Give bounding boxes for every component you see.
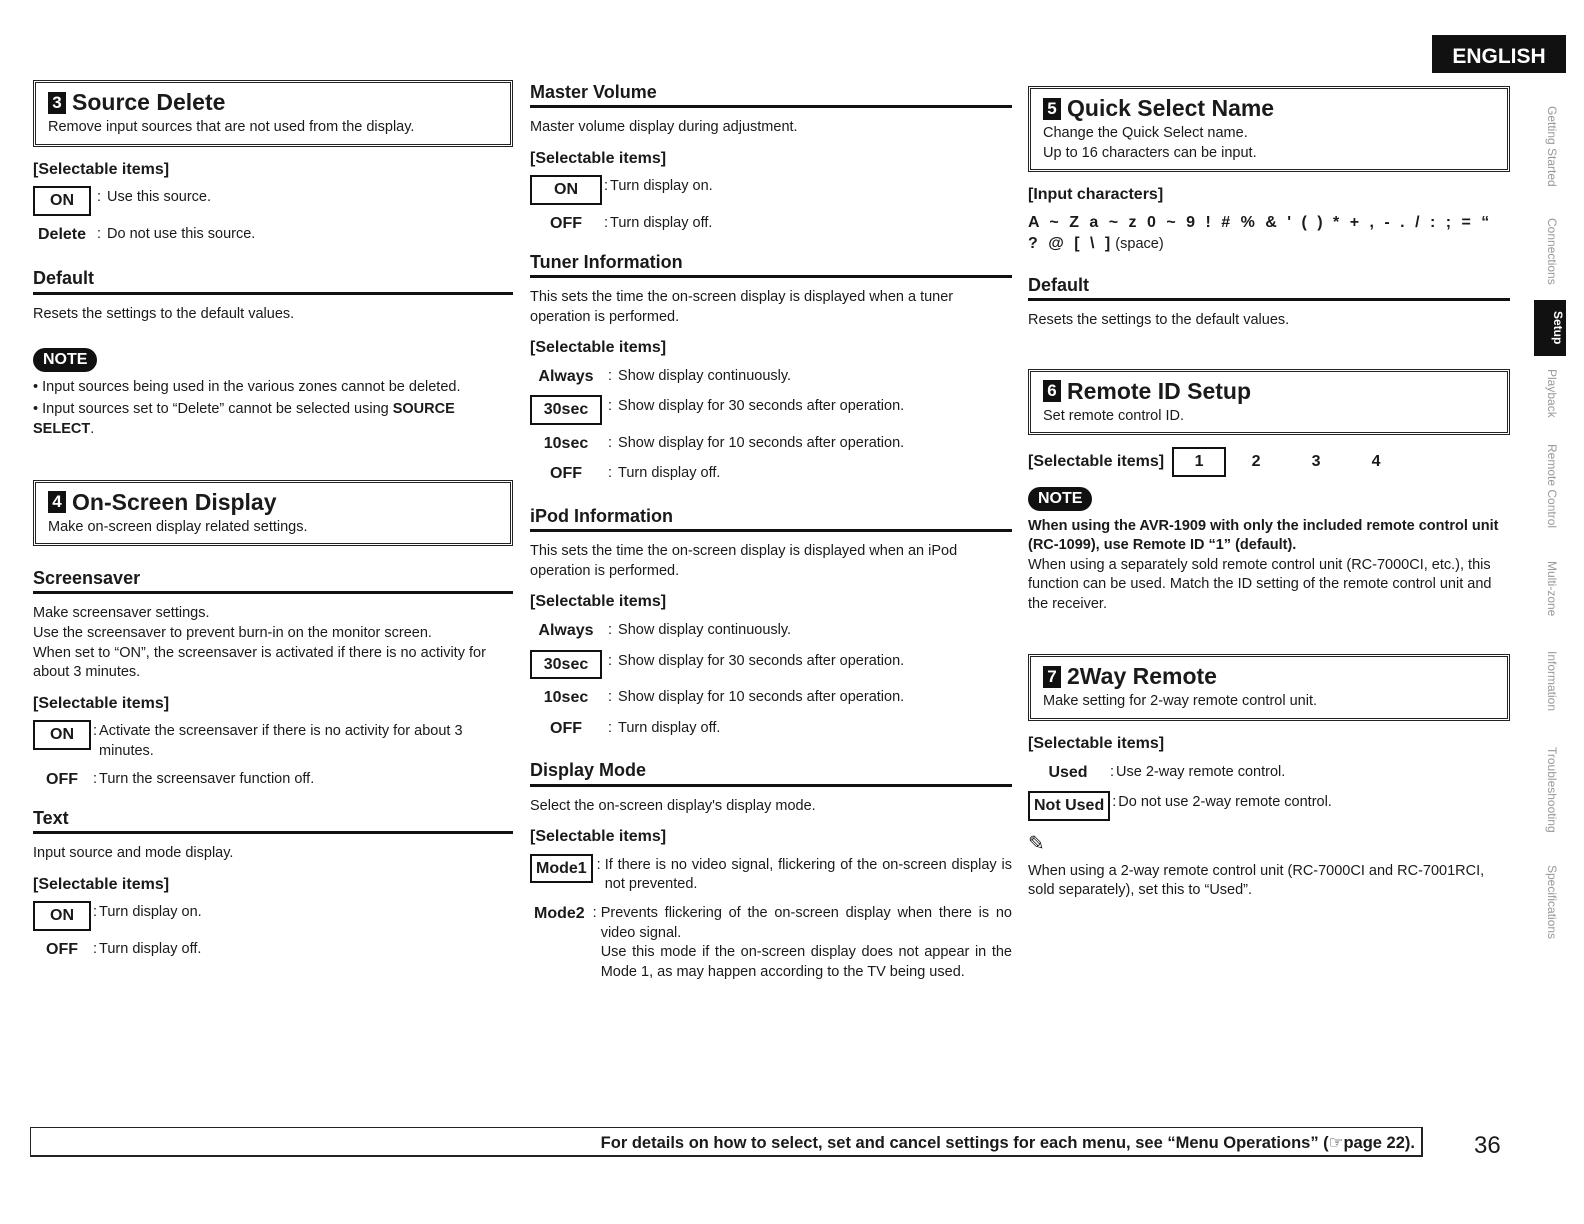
remote-id-options bbox=[1028, 447, 1510, 477]
option-row bbox=[33, 720, 513, 761]
option-key: OFF bbox=[550, 215, 582, 233]
separator: : bbox=[608, 719, 613, 736]
display-mode-desc: Select the on-screen display's display mode. bbox=[530, 797, 816, 814]
quick-select-desc: Up to 16 characters can be input. bbox=[1043, 144, 1257, 161]
selectable-label: [Selectable items] bbox=[530, 828, 667, 846]
option-text: Activate the screensaver if there is no activity for about 3 minutes. bbox=[99, 723, 463, 759]
section-title-text: 2Way Remote bbox=[1067, 663, 1217, 690]
separator: : bbox=[592, 905, 597, 921]
separator: : bbox=[93, 723, 98, 740]
separator: : bbox=[604, 215, 609, 232]
side-tab-multi-zone[interactable]: Multi-zone bbox=[1545, 561, 1559, 617]
separator: : bbox=[97, 225, 102, 242]
option-text: Use this mode if the on-screen display does not appear in the Mode 1, as may happen according to the TV being used. bbox=[600, 944, 1012, 980]
remote-id-desc: Set remote control ID. bbox=[1043, 407, 1185, 424]
screensaver-text: When set to “ON”, the screensaver is activated if there is no activity for about 3 minutes. bbox=[33, 644, 486, 681]
selectable-label: [Selectable items] bbox=[33, 694, 170, 712]
remote-id-box bbox=[1028, 369, 1510, 436]
default-text: Resets the settings to the default values. bbox=[33, 305, 295, 322]
option-key: OFF bbox=[550, 465, 582, 483]
option-key: Mode2 bbox=[534, 905, 585, 922]
source-delete-desc: Remove input sources that are not used from the display. bbox=[48, 119, 415, 136]
column-left bbox=[33, 80, 513, 969]
option-row bbox=[33, 768, 513, 792]
note-bold-text: When using the AVR-1909 with only the included remote control unit (RC-1099), use Remote ID “1” (default). bbox=[1028, 517, 1499, 554]
side-tab-connections[interactable]: Connections bbox=[1545, 217, 1559, 285]
selectable-label: [Selectable items] bbox=[530, 149, 667, 167]
separator: : bbox=[1110, 763, 1115, 780]
option-key: ON bbox=[33, 901, 91, 931]
option-text-group bbox=[601, 902, 1012, 982]
master-volume-desc: Master volume display during adjustment. bbox=[530, 119, 798, 136]
separator: : bbox=[93, 904, 98, 921]
remote-id-title bbox=[1043, 376, 1495, 407]
option-row bbox=[530, 462, 1012, 486]
on-screen-desc: Make on-screen display related settings. bbox=[48, 518, 308, 535]
option-key: 30sec bbox=[530, 395, 602, 425]
tuner-info-heading: Tuner Information bbox=[530, 250, 1012, 278]
two-way-desc: Make setting for 2-way remote control unit. bbox=[1043, 693, 1318, 710]
note-badge: NOTE bbox=[33, 348, 97, 372]
space-label: (space) bbox=[1115, 236, 1164, 253]
separator: : bbox=[604, 178, 609, 195]
section-number: 3 bbox=[48, 92, 66, 114]
option-key: 10sec bbox=[543, 689, 589, 707]
column-right bbox=[1028, 80, 1510, 901]
option-text: Show display continuously. bbox=[618, 367, 792, 384]
option-row bbox=[530, 432, 1012, 456]
page-number: 36 bbox=[1474, 1132, 1501, 1159]
section-title-text: Remote ID Setup bbox=[1067, 377, 1252, 404]
selectable-label: [Selectable items] bbox=[1028, 735, 1165, 753]
option-key: Not Used bbox=[1028, 791, 1110, 821]
option-row bbox=[33, 938, 513, 962]
separator: : bbox=[608, 434, 613, 451]
option-key: Always bbox=[538, 622, 594, 640]
note-bullet bbox=[33, 400, 513, 439]
default-heading: Default bbox=[1028, 273, 1510, 301]
separator: : bbox=[608, 367, 613, 384]
side-tab-specifications[interactable]: Specifications bbox=[1545, 864, 1559, 940]
two-way-box bbox=[1028, 654, 1510, 721]
option-key: Used bbox=[1048, 763, 1088, 781]
option-row bbox=[1028, 791, 1510, 821]
source-delete-box bbox=[33, 80, 513, 147]
option-row bbox=[33, 223, 513, 247]
option-text: Prevents flickering of the on-screen display when there is no video signal. bbox=[600, 905, 1012, 941]
note-badge: NOTE bbox=[1028, 487, 1092, 511]
remote-id-option: 2 bbox=[1251, 453, 1261, 471]
remote-id-option: 3 bbox=[1311, 453, 1321, 471]
option-text: Use 2-way remote control. bbox=[1116, 763, 1286, 780]
option-key: OFF bbox=[550, 719, 582, 737]
option-key: 30sec bbox=[530, 650, 602, 680]
remote-id-option: 4 bbox=[1371, 453, 1381, 471]
option-row bbox=[530, 365, 1012, 389]
screensaver-text: Use the screensaver to prevent burn-in on the monitor screen. bbox=[33, 625, 432, 641]
separator: : bbox=[93, 941, 98, 958]
remote-id-option: 1 bbox=[1172, 447, 1226, 477]
option-row bbox=[530, 619, 1012, 643]
two-way-title bbox=[1043, 661, 1495, 692]
separator: : bbox=[1112, 794, 1117, 811]
selectable-label: [Selectable items] bbox=[530, 339, 667, 357]
note-text: • Input sources set to “Delete” cannot be selected using bbox=[33, 401, 393, 418]
default-text: Resets the settings to the default values. bbox=[1028, 312, 1290, 329]
selectable-label: [Selectable items] bbox=[33, 875, 170, 893]
separator: : bbox=[596, 856, 601, 873]
separator: : bbox=[608, 652, 613, 669]
section-title-text: On-Screen Display bbox=[72, 488, 277, 515]
separator: : bbox=[608, 622, 613, 639]
option-text: Show display for 10 seconds after operation. bbox=[618, 689, 905, 706]
section-title-text: Quick Select Name bbox=[1067, 95, 1275, 121]
separator: : bbox=[608, 465, 613, 482]
option-key: ON bbox=[33, 186, 91, 216]
text-desc: Input source and mode display. bbox=[33, 845, 234, 862]
option-text: Turn display on. bbox=[610, 178, 713, 195]
option-text: Show display for 30 seconds after operation. bbox=[618, 398, 905, 415]
option-row bbox=[33, 901, 513, 931]
option-row bbox=[530, 650, 1012, 680]
side-tab-setup[interactable]: Setup bbox=[1534, 300, 1566, 356]
screensaver-heading: Screensaver bbox=[33, 566, 513, 594]
on-screen-title bbox=[48, 487, 498, 518]
option-row bbox=[530, 717, 1012, 741]
default-heading: Default bbox=[33, 266, 513, 294]
separator: : bbox=[608, 398, 613, 415]
source-delete-title bbox=[48, 87, 498, 118]
note-bold: SOURCE SELECT bbox=[33, 401, 455, 437]
option-key: ON bbox=[33, 720, 91, 750]
note-bullet: • Input sources being used in the various zones cannot be deleted. bbox=[33, 378, 461, 395]
selectable-label: [Selectable items] bbox=[530, 593, 667, 611]
option-text: If there is no video signal, flickering of the on-screen display is not prevented. bbox=[604, 856, 1012, 893]
option-row bbox=[530, 212, 1012, 236]
side-tab-troubleshooting[interactable]: Troubleshooting bbox=[1545, 747, 1559, 833]
pencil-icon: ✎ bbox=[1028, 832, 1045, 855]
side-tab-playback[interactable]: Playback bbox=[1545, 368, 1559, 418]
footer-note: For details on how to select, set and cancel settings for each menu, see “Menu Operations” (☞page 22). bbox=[30, 1127, 1423, 1157]
side-tab-remote-control[interactable]: Remote Control bbox=[1545, 443, 1559, 529]
option-text: Do not use this source. bbox=[107, 225, 256, 242]
side-tab-information[interactable]: Information bbox=[1545, 650, 1559, 712]
option-text: Turn display off. bbox=[618, 719, 721, 736]
selectable-label: [Selectable items] bbox=[33, 160, 170, 178]
section-title-text: Source Delete bbox=[72, 89, 226, 115]
screensaver-text: Make screensaver settings. bbox=[33, 605, 210, 622]
separator: : bbox=[608, 689, 613, 706]
option-text: Turn display off. bbox=[618, 465, 721, 482]
option-row bbox=[1028, 761, 1510, 785]
option-text: Turn the screensaver function off. bbox=[99, 771, 315, 788]
tuner-info-desc: This sets the time the on-screen display is displayed when a tuner operation is performed. bbox=[530, 288, 954, 325]
language-tab: ENGLISH bbox=[1432, 35, 1566, 73]
option-key: OFF bbox=[46, 941, 78, 959]
option-row bbox=[530, 395, 1012, 425]
option-key: Always bbox=[538, 367, 594, 385]
option-text: Use this source. bbox=[107, 189, 211, 206]
character-list: A ~ Z a ~ z 0 ~ 9 ! # % & ' ( ) * + , - . / : ; = “ ? @ [ \ ] bbox=[1028, 213, 1491, 253]
option-key: ON bbox=[530, 175, 602, 205]
option-row bbox=[530, 854, 1012, 895]
note-text: . bbox=[90, 420, 95, 437]
selectable-label: [Selectable items] bbox=[1028, 453, 1165, 471]
quick-select-desc: Change the Quick Select name. bbox=[1043, 125, 1248, 142]
option-row bbox=[530, 902, 1012, 982]
display-mode-heading: Display Mode bbox=[530, 758, 1012, 786]
ipod-info-desc: This sets the time the on-screen display is displayed when an iPod operation is performed. bbox=[530, 543, 958, 579]
master-volume-heading: Master Volume bbox=[530, 80, 1012, 108]
option-text: Show display continuously. bbox=[618, 622, 792, 639]
input-characters bbox=[1028, 212, 1510, 255]
side-tab-getting-started[interactable]: Getting Started bbox=[1545, 105, 1559, 187]
separator: : bbox=[93, 771, 98, 788]
on-screen-box bbox=[33, 480, 513, 547]
note-text: When using a separately sold remote control unit (RC-7000CI, etc.), this function can be used. Match the ID setting of the remote control unit and the receiver. bbox=[1028, 556, 1492, 612]
input-characters-label: [Input characters] bbox=[1028, 186, 1164, 204]
option-text: Show display for 30 seconds after operation. bbox=[618, 652, 905, 669]
option-key: OFF bbox=[46, 771, 78, 789]
option-text: Show display for 10 seconds after operation. bbox=[618, 434, 905, 451]
text-heading: Text bbox=[33, 806, 513, 834]
section-number: 4 bbox=[48, 491, 66, 513]
section-number: 5 bbox=[1043, 98, 1061, 120]
option-row bbox=[33, 186, 513, 216]
column-middle bbox=[530, 80, 1012, 989]
section-number: 6 bbox=[1043, 380, 1061, 402]
option-row bbox=[530, 686, 1012, 710]
option-text: Do not use 2-way remote control. bbox=[1118, 794, 1332, 811]
option-key: 10sec bbox=[543, 434, 589, 452]
two-way-tip: When using a 2-way remote control unit (RC-7000CI and RC-7001RCI, sold separately), set this to “Used”. bbox=[1028, 862, 1485, 899]
option-text: Turn display off. bbox=[610, 215, 713, 232]
ipod-info-heading: iPod Information bbox=[530, 504, 1012, 532]
option-row bbox=[530, 175, 1012, 205]
option-key: Delete bbox=[37, 225, 87, 243]
quick-select-box bbox=[1028, 86, 1510, 172]
option-text: Turn display off. bbox=[99, 941, 202, 958]
option-text: Turn display on. bbox=[99, 904, 202, 921]
separator: : bbox=[97, 189, 102, 206]
section-number: 7 bbox=[1043, 666, 1061, 688]
option-key: Mode1 bbox=[530, 854, 593, 884]
quick-select-title bbox=[1043, 93, 1495, 124]
